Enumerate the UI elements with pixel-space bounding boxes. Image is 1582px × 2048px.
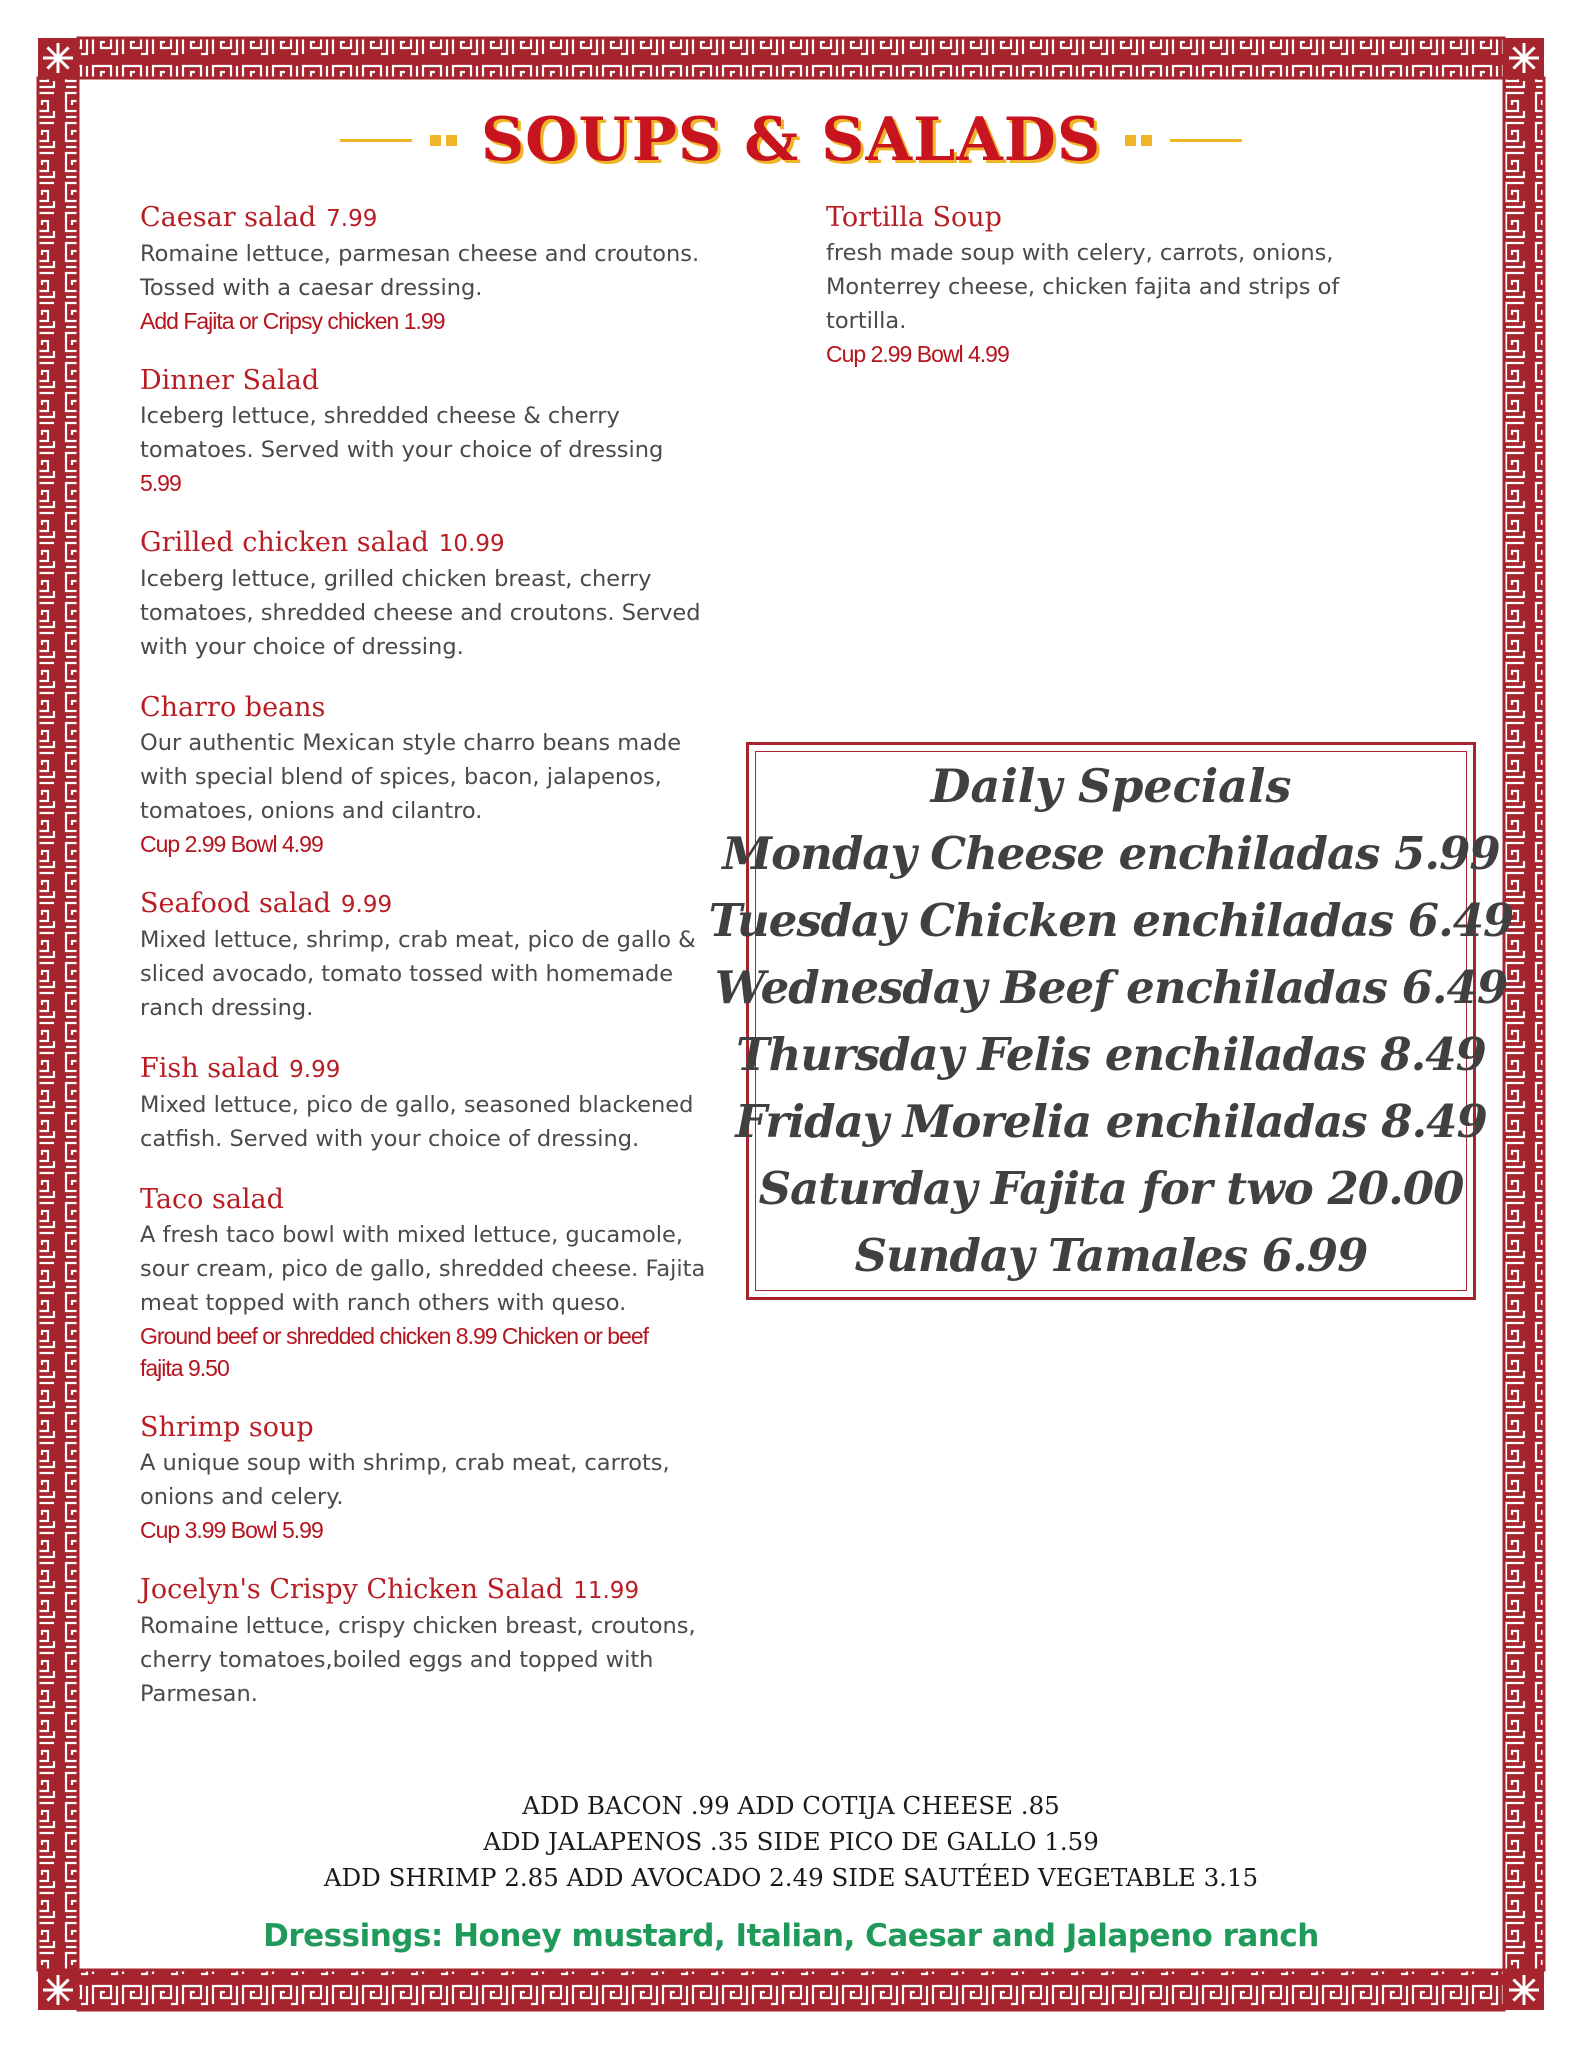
menu-item-description: with special blend of spices, bacon, jalapenos, — [140, 764, 662, 790]
menu-item-description: Iceberg lettuce, grilled chicken breast, cherry — [140, 566, 652, 592]
menu-item-name: Shrimp soup — [140, 1412, 314, 1443]
special-line: Friday Morelia enchiladas 8.49 — [735, 1095, 1487, 1148]
right-column — [826, 200, 1406, 396]
add-on-line: ADD SHRIMP 2.85 ADD AVOCADO 2.49 SIDE SAUTÉED VEGETABLE 3.15 — [323, 1863, 1259, 1892]
menu-item-description: with your choice of dressing. — [140, 634, 464, 660]
menu-item-description: ranch dressing. — [140, 995, 314, 1021]
corner-star-icon — [38, 1970, 78, 2010]
corner-star-icon — [1504, 38, 1544, 78]
menu-item-header — [140, 690, 740, 726]
menu-item-option-price: 5.99 — [140, 470, 181, 496]
menu-item — [140, 1182, 740, 1384]
menu-item-description: Mixed lettuce, shrimp, crab meat, pico de gallo & — [140, 927, 696, 953]
menu-item-description: sliced avocado, tomato tossed with homemade — [140, 961, 674, 987]
daily-specials-inner — [708, 751, 1514, 1291]
menu-item-header — [140, 1051, 740, 1088]
menu-item-name: Jocelyn's Crispy Chicken Salad — [140, 1574, 564, 1605]
menu-item-option-price: Cup 3.99 Bowl 5.99 — [140, 1517, 323, 1543]
menu-item-price: 11.99 — [573, 1578, 640, 1604]
add-ons — [0, 1788, 1582, 1896]
title-dots-left — [430, 135, 457, 146]
special-line: Thursday Felis enchiladas 8.49 — [736, 1028, 1486, 1081]
special-line: Tuesday Chicken enchiladas 6.49 — [708, 894, 1514, 947]
dressings-line: Dressings: Honey mustard, Italian, Caesar and Jalapeno ranch — [263, 1918, 1319, 1954]
title-rule-right — [1170, 139, 1242, 142]
menu-item-option-price: Cup 2.99 Bowl 4.99 — [826, 341, 1009, 367]
special-line: Sunday Tamales 6.99 — [854, 1229, 1368, 1282]
title-rule-left — [340, 139, 412, 142]
add-on-line: ADD BACON .99 ADD COTIJA CHEESE .85 — [522, 1791, 1060, 1820]
menu-item-price: 7.99 — [326, 206, 378, 232]
menu-item-description: A fresh taco bowl with mixed lettuce, gucamole, — [140, 1222, 684, 1248]
menu-item — [140, 363, 740, 499]
menu-item-header — [140, 363, 740, 399]
menu-item-name: Taco salad — [140, 1184, 284, 1215]
menu-item-description: Mixed lettuce, pico de gallo, seasoned blackened — [140, 1092, 694, 1118]
left-column — [140, 200, 740, 1737]
menu-item-description: Monterrey cheese, chicken fajita and strips of — [826, 274, 1340, 300]
menu-item-header — [140, 1572, 740, 1609]
menu-item-description: Iceberg lettuce, shredded cheese & cherry — [140, 403, 620, 429]
corner-star-icon — [38, 38, 78, 78]
menu-item — [140, 690, 740, 860]
menu-item-description: Our authentic Mexican style charro beans made — [140, 730, 682, 756]
menu-item-description: tortilla. — [826, 308, 907, 334]
menu-item-price: 10.99 — [438, 531, 505, 557]
menu-item-description: onions and celery. — [140, 1484, 344, 1510]
menu-item-description: tomatoes, onions and cilantro. — [140, 798, 483, 824]
menu-item — [140, 525, 740, 664]
menu-item-description: Tossed with a caesar dressing. — [140, 275, 483, 301]
daily-specials-title: Daily Specials — [930, 759, 1292, 813]
title-block — [0, 100, 1582, 180]
menu-item — [140, 200, 740, 337]
menu-item-name: Dinner Salad — [140, 365, 320, 396]
menu-item-description: sour cream, pico de gallo, shredded cheese. Fajita — [140, 1256, 706, 1282]
menu-item-option-price: fajita 9.50 — [140, 1355, 229, 1381]
menu-item-description: tomatoes, shredded cheese and croutons. Served — [140, 600, 701, 626]
menu-item-name: Charro beans — [140, 692, 326, 723]
menu-item-option-price: Add Fajita or Cripsy chicken 1.99 — [140, 308, 445, 334]
menu-item — [140, 886, 740, 1025]
page-title: SOUPS & SALADS — [480, 105, 1102, 175]
menu-item-header — [140, 886, 740, 923]
menu-item — [140, 1051, 740, 1156]
menu-item-description: catfish. Served with your choice of dressing. — [140, 1126, 640, 1152]
menu-item — [140, 1410, 740, 1546]
daily-specials-box — [708, 742, 1514, 1300]
menu-item-description: A unique soup with shrimp, crab meat, carrots, — [140, 1450, 670, 1476]
menu-item-description: tomatoes. Served with your choice of dressing — [140, 437, 664, 463]
menu-item-price: 9.99 — [340, 892, 393, 918]
menu-item-header — [826, 200, 1406, 236]
corner-star-icon — [1504, 1970, 1544, 2010]
menu-item-name: Grilled chicken salad — [140, 527, 429, 558]
menu-item-name: Seafood salad — [140, 888, 331, 919]
menu-item-option-price: Cup 2.99 Bowl 4.99 — [140, 831, 323, 857]
menu-item-name: Caesar salad — [140, 202, 317, 233]
special-line: Saturday Fajita for two 20.00 — [758, 1162, 1464, 1215]
menu-item — [826, 200, 1406, 370]
menu-item-description: cherry tomatoes,boiled eggs and topped with — [140, 1647, 654, 1673]
menu-item-description: Romaine lettuce, parmesan cheese and croutons. — [140, 241, 700, 267]
title-dots-right — [1125, 135, 1152, 146]
menu-item-header — [140, 1182, 740, 1218]
menu-item-header — [140, 1410, 740, 1446]
menu-item-description: fresh made soup with celery, carrots, onions, — [826, 240, 1334, 266]
menu-item-header — [140, 200, 740, 237]
menu-item-header — [140, 525, 740, 562]
special-line: Wednesday Beef enchiladas 6.49 — [714, 961, 1508, 1014]
menu-item — [140, 1572, 740, 1711]
menu-item-option-price: Ground beef or shredded chicken 8.99 Chicken or beef — [140, 1323, 649, 1349]
add-on-line: ADD JALAPENOS .35 SIDE PICO DE GALLO 1.59 — [483, 1827, 1099, 1856]
menu-item-name: Fish salad — [140, 1053, 280, 1084]
menu-item-description: meat topped with ranch others with queso. — [140, 1290, 627, 1316]
menu-item-description: Parmesan. — [140, 1681, 258, 1707]
menu-item-description: Romaine lettuce, crispy chicken breast, croutons, — [140, 1613, 696, 1639]
special-line: Monday Cheese enchiladas 5.99 — [722, 827, 1500, 880]
menu-item-name: Tortilla Soup — [826, 202, 1002, 233]
menu-item-price: 9.99 — [289, 1057, 341, 1083]
